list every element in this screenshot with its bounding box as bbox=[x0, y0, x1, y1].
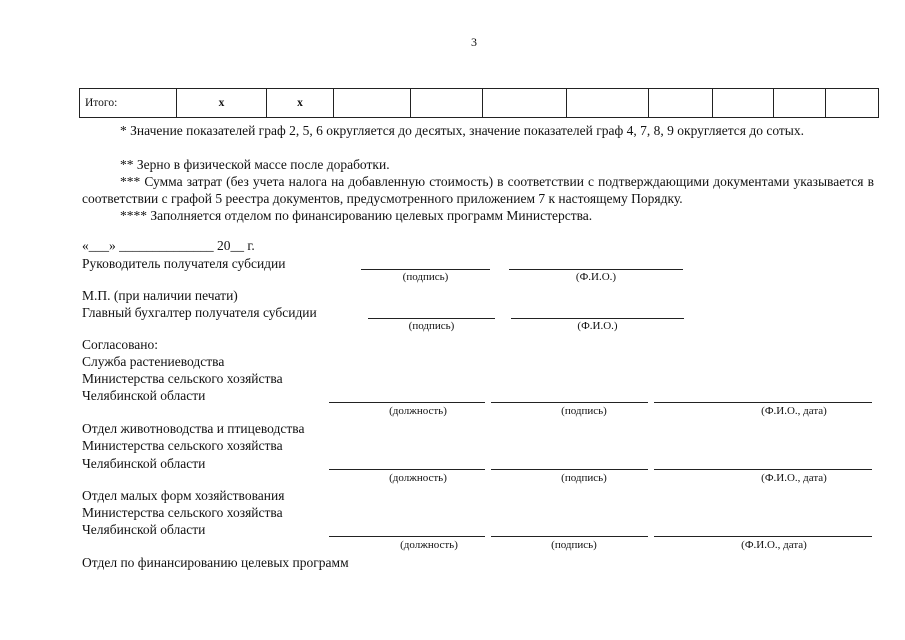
table-cell-total-label: Итого: bbox=[80, 89, 177, 117]
org1-fio-date-caption: (Ф.И.О., дата) bbox=[761, 405, 827, 417]
accountant-signature-caption: (подпись) bbox=[408, 320, 455, 332]
org2-line-3: Челябинской области bbox=[82, 456, 206, 471]
org1-fio-date-line bbox=[654, 402, 872, 403]
org2-position-caption: (должность) bbox=[389, 472, 447, 484]
agreed-label: Согласовано: bbox=[82, 337, 158, 352]
accountant-label: Главный бухгалтер получателя субсидии bbox=[82, 305, 317, 320]
footnote-3: *** Сумма затрат (без учета налога на добавленную стоимость) в соответствии с подтверждающими документами указывается в соответствии с графой 5 реестра документов, предусмотренного приложением 7 к настоящему Порядку. bbox=[82, 174, 874, 206]
head-signature-caption: (подпись) bbox=[402, 271, 449, 283]
org3-position-caption: (должность) bbox=[400, 539, 458, 551]
org1-position-line bbox=[329, 402, 485, 403]
org1-signature-caption: (подпись) bbox=[561, 405, 607, 417]
table-cell bbox=[483, 89, 567, 117]
org1-line-3: Челябинской области bbox=[82, 388, 206, 403]
table-cell bbox=[774, 89, 826, 117]
org3-fio-date-caption: (Ф.И.О., дата) bbox=[741, 539, 807, 551]
org2-position-line bbox=[329, 469, 485, 470]
accountant-fio-line bbox=[511, 318, 684, 319]
table-cell: x bbox=[267, 89, 334, 117]
org3-line-2: Министерства сельского хозяйства bbox=[82, 505, 283, 520]
org2-signature-caption: (подпись) bbox=[561, 472, 607, 484]
accountant-fio-caption: (Ф.И.О.) bbox=[577, 320, 618, 332]
table-cell: x bbox=[177, 89, 267, 117]
table-cell bbox=[567, 89, 649, 117]
head-fio-line bbox=[509, 269, 683, 270]
org1-line-2: Министерства сельского хозяйства bbox=[82, 371, 283, 386]
org2-signature-line bbox=[491, 469, 648, 470]
org1-line-1: Служба растениеводства bbox=[82, 354, 225, 369]
org1-position-caption: (должность) bbox=[389, 405, 447, 417]
table-cell bbox=[826, 89, 878, 117]
org4-line-1: Отдел по финансированию целевых программ bbox=[82, 555, 349, 570]
footnote-2: ** Зерно в физической массе после доработки. bbox=[120, 157, 390, 172]
totals-table-row bbox=[79, 88, 879, 118]
org3-position-line bbox=[329, 536, 485, 537]
stamp-label: М.П. (при наличии печати) bbox=[82, 288, 238, 303]
head-signature-line bbox=[361, 269, 490, 270]
page-number: 3 bbox=[471, 35, 477, 49]
table-cell bbox=[713, 89, 774, 117]
org3-line-3: Челябинской области bbox=[82, 522, 206, 537]
footnote-1: * Значение показателей граф 2, 5, 6 округляется до десятых, значение показателей граф 4, 7, 8, 9 округляется до сотых. bbox=[120, 123, 804, 138]
accountant-signature-line bbox=[368, 318, 495, 319]
org3-fio-date-line bbox=[654, 536, 872, 537]
table-cell bbox=[411, 89, 483, 117]
org2-line-1: Отдел животноводства и птицеводства bbox=[82, 421, 305, 436]
org2-fio-date-caption: (Ф.И.О., дата) bbox=[761, 472, 827, 484]
org3-signature-caption: (подпись) bbox=[551, 539, 597, 551]
org2-line-2: Министерства сельского хозяйства bbox=[82, 438, 283, 453]
org2-fio-date-line bbox=[654, 469, 872, 470]
head-label: Руководитель получателя субсидии bbox=[82, 256, 286, 271]
table-cell bbox=[334, 89, 411, 117]
date-line: «___» ______________ 20__ г. bbox=[82, 238, 255, 253]
org3-signature-line bbox=[491, 536, 648, 537]
footnote-4: **** Заполняется отделом по финансированию целевых программ Министерства. bbox=[120, 208, 593, 223]
org1-signature-line bbox=[491, 402, 648, 403]
head-fio-caption: (Ф.И.О.) bbox=[575, 271, 617, 283]
table-cell bbox=[649, 89, 713, 117]
org3-line-1: Отдел малых форм хозяйствования bbox=[82, 488, 285, 503]
